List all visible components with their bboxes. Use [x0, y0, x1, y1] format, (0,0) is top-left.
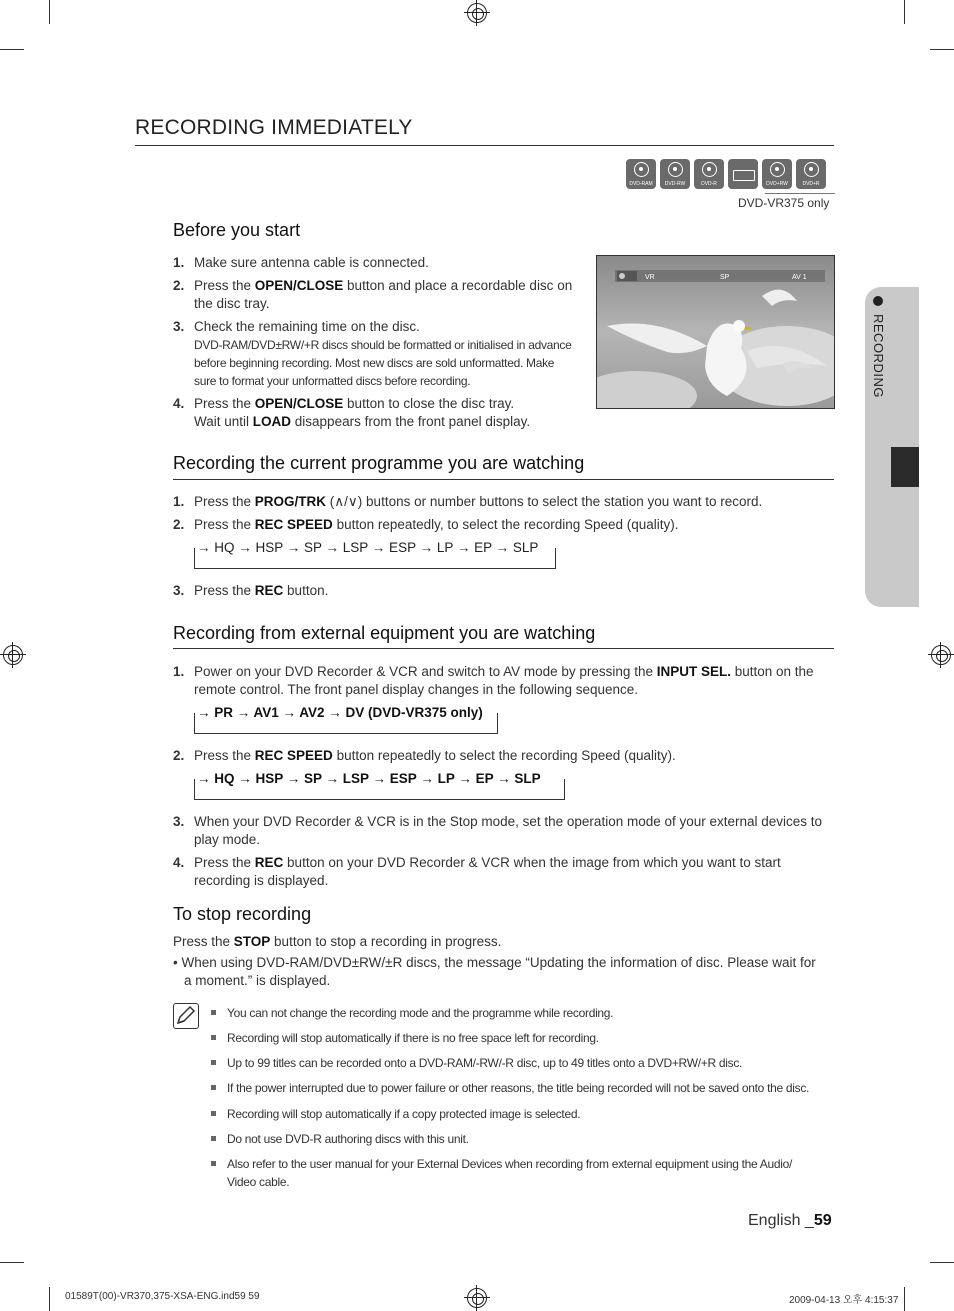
page-title: RECORDING IMMEDIATELY — [135, 116, 413, 139]
crop-mark — [930, 49, 954, 50]
list-item: 1. Power on your DVD Recorder & VCR and switch to AV mode by pressing the INPUT SEL. button on the remote control. The front panel display changes in the following sequence. — [173, 664, 814, 697]
list-item: 2. Press the REC SPEED button repeatedly to select the recording Speed (quality). — [173, 748, 676, 763]
registration-mark-icon — [931, 645, 951, 665]
section-heading: To stop recording — [173, 904, 312, 924]
dvd-ram-disc-icon: DVD-RAM — [626, 159, 656, 189]
icon-divider — [765, 193, 835, 194]
crop-mark — [0, 49, 24, 50]
dvd-plus-rw-disc-icon: DVD+RW — [762, 159, 792, 189]
print-date: 2009-04-13 오후 4:15:37 — [789, 1295, 899, 1306]
dvd-r-disc-icon: DVD-R — [694, 159, 724, 189]
osd-mode: VR — [645, 274, 655, 281]
model-note: DVD-VR375 only — [738, 196, 830, 210]
crop-mark — [49, 1287, 50, 1311]
section-divider — [173, 648, 834, 649]
speed-sequence: → HQ → HSP → SP → LSP → ESP → LP → EP → SLP — [197, 540, 544, 555]
file-info: 01589T(00)-VR370,375-XSA-ENG.ind59 59 — [65, 1291, 260, 1302]
title-divider — [135, 145, 834, 146]
crop-mark — [904, 0, 905, 24]
chapter-tab-label: RECORDING — [871, 314, 886, 398]
list-item: 2. Press the OPEN/CLOSE button and place a recordable disc on the disc tray. — [173, 278, 573, 311]
speed-sequence: → HQ → HSP → SP → LSP → ESP → LP → EP → SLP — [197, 771, 547, 786]
bullet-dot-icon — [873, 296, 883, 306]
input-sequence: → PR → AV1 → AV2 → DV (DVD-VR375 only) — [197, 705, 489, 720]
osd-speed: SP — [720, 274, 730, 281]
list-item: 3. Check the remaining time on the disc. DVD-RAM/DVD±RW/+R discs should be formatted or initialised in advance before beginning recording. Most new discs are sold unformatted. Make sure to format your unformatted discs before recording. — [173, 319, 572, 388]
section-divider — [173, 479, 834, 480]
list-item: 1. Press the PROG/TRK (∧/∨) buttons or number buttons to select the station you want to record. — [173, 494, 763, 509]
registration-mark-icon — [467, 3, 487, 23]
registration-mark-icon — [3, 645, 23, 665]
speed-sequence-box — [194, 771, 565, 800]
section-heading: Before you start — [173, 220, 301, 240]
registration-mark-icon — [467, 1288, 487, 1308]
section-heading: Recording from external equipment you are watching — [173, 623, 596, 643]
crop-mark — [0, 1262, 24, 1263]
list-item: 3. When your DVD Recorder & VCR is in the Stop mode, set the operation mode of your external devices to play mode. — [173, 814, 823, 847]
bullet-item: • When using DVD-RAM/DVD±RW/±R discs, the message “Updating the information of disc. Please wait for a moment.” is displayed. — [173, 955, 816, 988]
note-pencil-icon — [173, 1003, 199, 1029]
dvd-rw-disc-icon: DVD-RW — [660, 159, 690, 189]
page-number: English _59 — [748, 1212, 832, 1229]
list-item: 4. Press the REC button on your DVD Recorder & VCR when the image from which you want to start recording is displayed. — [173, 855, 781, 888]
chapter-tab-marker — [891, 447, 919, 487]
list-item: 1. Make sure antenna cable is connected. — [173, 255, 429, 270]
crop-mark — [930, 1262, 954, 1263]
list-item: 3. Press the REC button. — [173, 583, 329, 598]
dvd-plus-r-disc-icon: DVD+R — [796, 159, 826, 189]
list-item: 2. Press the REC SPEED button repeatedly, to select the recording Speed (quality). — [173, 517, 679, 532]
paragraph: Press the STOP button to stop a recording in progress. — [173, 934, 502, 949]
list-item: 4. Press the OPEN/CLOSE button to close the disc tray. Wait until LOAD disappears from the front panel display. — [173, 396, 531, 429]
vcr-tape-icon — [728, 159, 758, 189]
disc-icons — [626, 159, 826, 189]
crop-mark — [904, 1287, 905, 1311]
osd-input: AV 1 — [792, 274, 807, 281]
input-sequence-box — [194, 705, 498, 734]
speed-sequence-box — [194, 540, 556, 569]
seagull-screen-image — [596, 255, 835, 409]
crop-mark — [49, 0, 50, 24]
section-heading: Recording the current programme you are watching — [173, 453, 585, 473]
